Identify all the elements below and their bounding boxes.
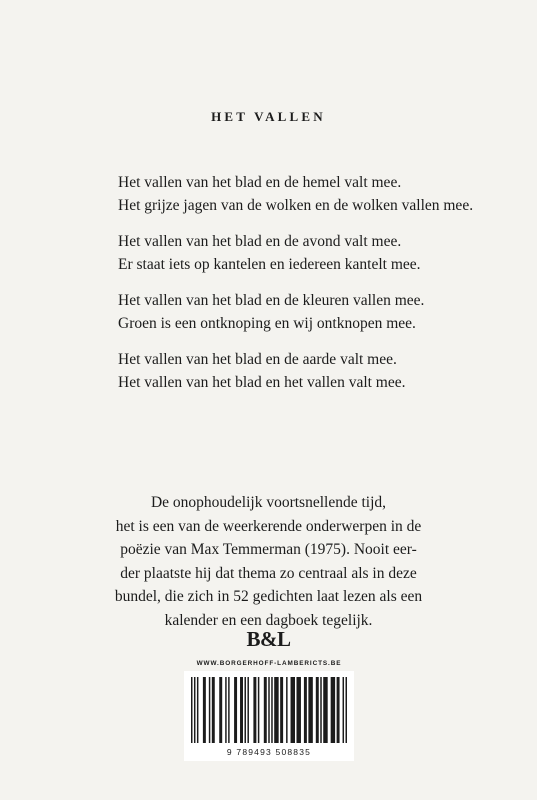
book-blurb: [96, 491, 441, 632]
barcode-bar: [228, 677, 229, 743]
barcode-bar: [244, 677, 245, 743]
barcode-bar: [209, 677, 210, 743]
blurb-line: De onophoudelijk voortsnellende tijd,: [150, 494, 387, 511]
poem-line: Het vallen van het blad en de hemel valt mee.: [118, 174, 402, 191]
blurb-line: het is een van de weerkerende onderwerpen in de: [115, 517, 422, 535]
publisher-logo: B&L: [246, 627, 291, 651]
poem-line: Het grijze jagen van de wolken en de wolken vallen mee.: [118, 197, 474, 214]
blurb-line: bundel, die zich in 52 gedichten laat lezen als een: [114, 588, 423, 605]
barcode-bar: [234, 677, 237, 743]
barcode-bar: [264, 677, 267, 743]
poem-line: Het vallen van het blad en de aarde valt mee.: [118, 351, 397, 368]
barcode-bar: [197, 677, 198, 743]
barcode-bar: [247, 677, 248, 743]
poem-line: Het vallen van het blad en de avond valt mee.: [118, 233, 402, 250]
poem-stanza: [118, 289, 473, 335]
barcode-bar: [240, 677, 243, 743]
barcode-bar: [296, 677, 300, 743]
barcode-bar: [308, 677, 312, 743]
barcode-bar: [191, 677, 192, 743]
barcode-bar: [253, 677, 256, 743]
barcode-bar: [225, 677, 226, 743]
barcode-bar: [194, 677, 195, 743]
barcode-bar: [258, 677, 259, 743]
poem-stanza: [118, 230, 473, 276]
barcode-bar: [346, 677, 347, 743]
blurb-line: kalender en een dagboek tegelijk.: [164, 611, 373, 629]
poem-line: Er staat iets op kantelen en iedereen kantelt mee.: [118, 256, 421, 273]
barcode-bars: [191, 677, 347, 743]
barcode-bar: [291, 677, 295, 743]
publisher-website: WWW.BORGERHOFF-LAMBERICTS.BE: [196, 660, 342, 667]
poem-line: Het vallen van het blad en de kleuren vallen mee.: [118, 292, 425, 309]
barcode-bar: [343, 677, 344, 743]
barcode-bar: [337, 677, 340, 743]
blurb-line: poëzie van Max Temmerman (1975). Nooit eer-: [120, 541, 417, 558]
barcode-bar: [219, 677, 222, 743]
barcode-bar: [212, 677, 215, 743]
barcode-bar: [320, 677, 321, 743]
poem-body: [118, 171, 473, 407]
barcode-bar: [274, 677, 278, 743]
barcode-bar: [203, 677, 206, 743]
poem-stanza: [118, 348, 473, 394]
barcode-bar: [304, 677, 307, 743]
barcode-bar: [331, 677, 335, 743]
barcode-bar: [323, 677, 327, 743]
blurb-line: der plaatste hij dat thema zo centraal als in deze: [120, 564, 417, 582]
barcode-bar: [280, 677, 283, 743]
barcode-bar: [286, 677, 287, 743]
poem-line: Het vallen van het blad en het vallen valt mee.: [118, 374, 406, 391]
poem-stanza: [118, 171, 473, 217]
isbn-barcode: [184, 671, 354, 761]
poem-line: Groen is een ontknoping en wij ontknopen mee.: [118, 315, 416, 332]
barcode-bar: [271, 677, 272, 743]
isbn-number: 9 789493 508835: [226, 747, 312, 757]
poem-title: HET VALLEN: [211, 109, 326, 124]
barcode-bar: [316, 677, 319, 743]
barcode-bar: [268, 677, 269, 743]
